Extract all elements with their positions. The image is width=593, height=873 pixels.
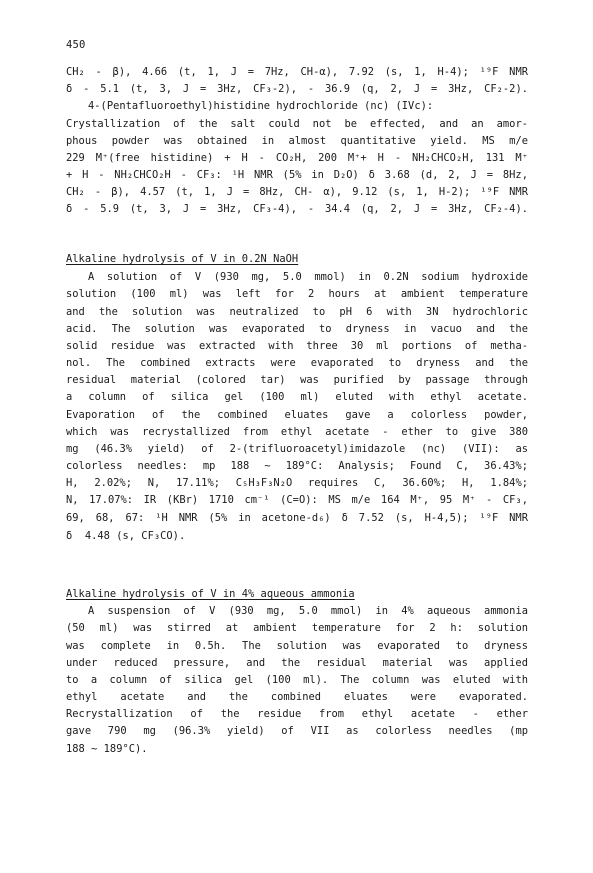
text-line: phous powder was obtained in almost quantitative yield. MS m/e [66,135,528,147]
text-line: H, 2.02%; N, 17.11%; C₅H₃F₃N₂O requires C, 36.60%; H, 1.84%; [66,477,528,489]
text-line: 229 M⁺(free histidine) + H - CO₂H, 200 M⁺+ H - NH₂CHCO₂H, 131 M⁺ [66,152,528,164]
text-line: 69, 68, 67: ¹H NMR (5% in acetone-d₆) δ 7.52 (s, H-4,5); ¹⁹F NMR [66,512,528,524]
text-line: colorless needles: mp 188 ~ 189°C: Analysis; Found C, 36.43%; [66,460,528,472]
text-line: solid residue was extracted with three 30 ml portions of metha- [66,340,528,352]
text-line: a column of silica gel (100 ml) eluted with ethyl acetate. [66,391,528,403]
text-line: ethyl acetate and the combined eluates were evaporated. [66,691,528,703]
page-number: 450 [66,39,86,51]
text-line: N, 17.07%: IR (KBr) 1710 cm⁻¹ (C=O): MS m/e 164 M⁺, 95 M⁺ - CF₃, [66,494,528,506]
text-line: gave 790 mg (96.3% yield) of VII as colorless needles (mp [66,725,528,737]
text-line: and the solution was neutralized to pH 6 with 3N hydrochloric [66,306,528,318]
text-line: was complete in 0.5h. The solution was evaporated to dryness [66,640,528,652]
text-line: δ - 5.9 (t, 3, J = 3Hz, CF₃-4), - 34.4 (q, 2, J = 3Hz, CF₂-4). [66,203,528,215]
text-line: Recrystallization of the residue from ethyl acetate - ether [66,708,528,720]
text-line: CH₂ - β), 4.57 (t, 1, J = 8Hz, CH- α), 9.12 (s, 1, H-2); ¹⁹F NMR [66,186,528,198]
text-line: Crystallization of the salt could not be effected, and an amor- [66,118,528,130]
text-line: acid. The solution was evaporated to dryness in vacuo and the [66,323,528,335]
section-heading-ammonia: Alkaline hydrolysis of V in 4% aqueous ammonia [66,588,355,600]
text-line: 188 ~ 189°C). [66,743,148,755]
text-line: (50 ml) was stirred at ambient temperature for 2 h: solution [66,622,528,634]
text-line: mg (46.3% yield) of 2-(trifluoroacetyl)imidazole (nc) (VII): as [66,443,528,455]
text-line: which was recrystallized from ethyl acetate - ether to give 380 [66,426,528,438]
text-line: to a column of silica gel (100 ml). The column was eluted with [66,674,528,686]
text-line: A suspension of V (930 mg, 5.0 mmol) in 4% aqueous ammonia [88,605,528,617]
text-line: δ - 5.1 (t, 3, J = 3Hz, CF₃-2), - 36.9 (q, 2, J = 3Hz, CF₂-2). [66,83,528,95]
text-line: A solution of V (930 mg, 5.0 mmol) in 0.2N sodium hydroxide [88,271,528,283]
text-line: residual material (colored tar) was purified by passage through [66,374,528,386]
text-line: Evaporation of the combined eluates gave a colorless powder, [66,409,528,421]
text-line: under reduced pressure, and the residual material was applied [66,657,528,669]
text-line: nol. The combined extracts were evaporated to dryness and the [66,357,528,369]
compound-heading: 4-(Pentafluoroethyl)histidine hydrochloride (nc) (IVc): [88,100,434,112]
section-heading-naoh: Alkaline hydrolysis of V in 0.2N NaOH [66,253,299,265]
text-line: solution (100 ml) was left for 2 hours at ambient temperature [66,288,528,300]
text-line: δ 4.48 (s, CF₃CO). [66,530,186,542]
text-line: CH₂ - β), 4.66 (t, 1, J = 7Hz, CH-α), 7.92 (s, 1, H-4); ¹⁹F NMR [66,66,528,78]
text-line: + H - NH₂CHCO₂H - CF₃: ¹H NMR (5% in D₂O) δ 3.68 (d, 2, J = 8Hz, [66,169,528,181]
